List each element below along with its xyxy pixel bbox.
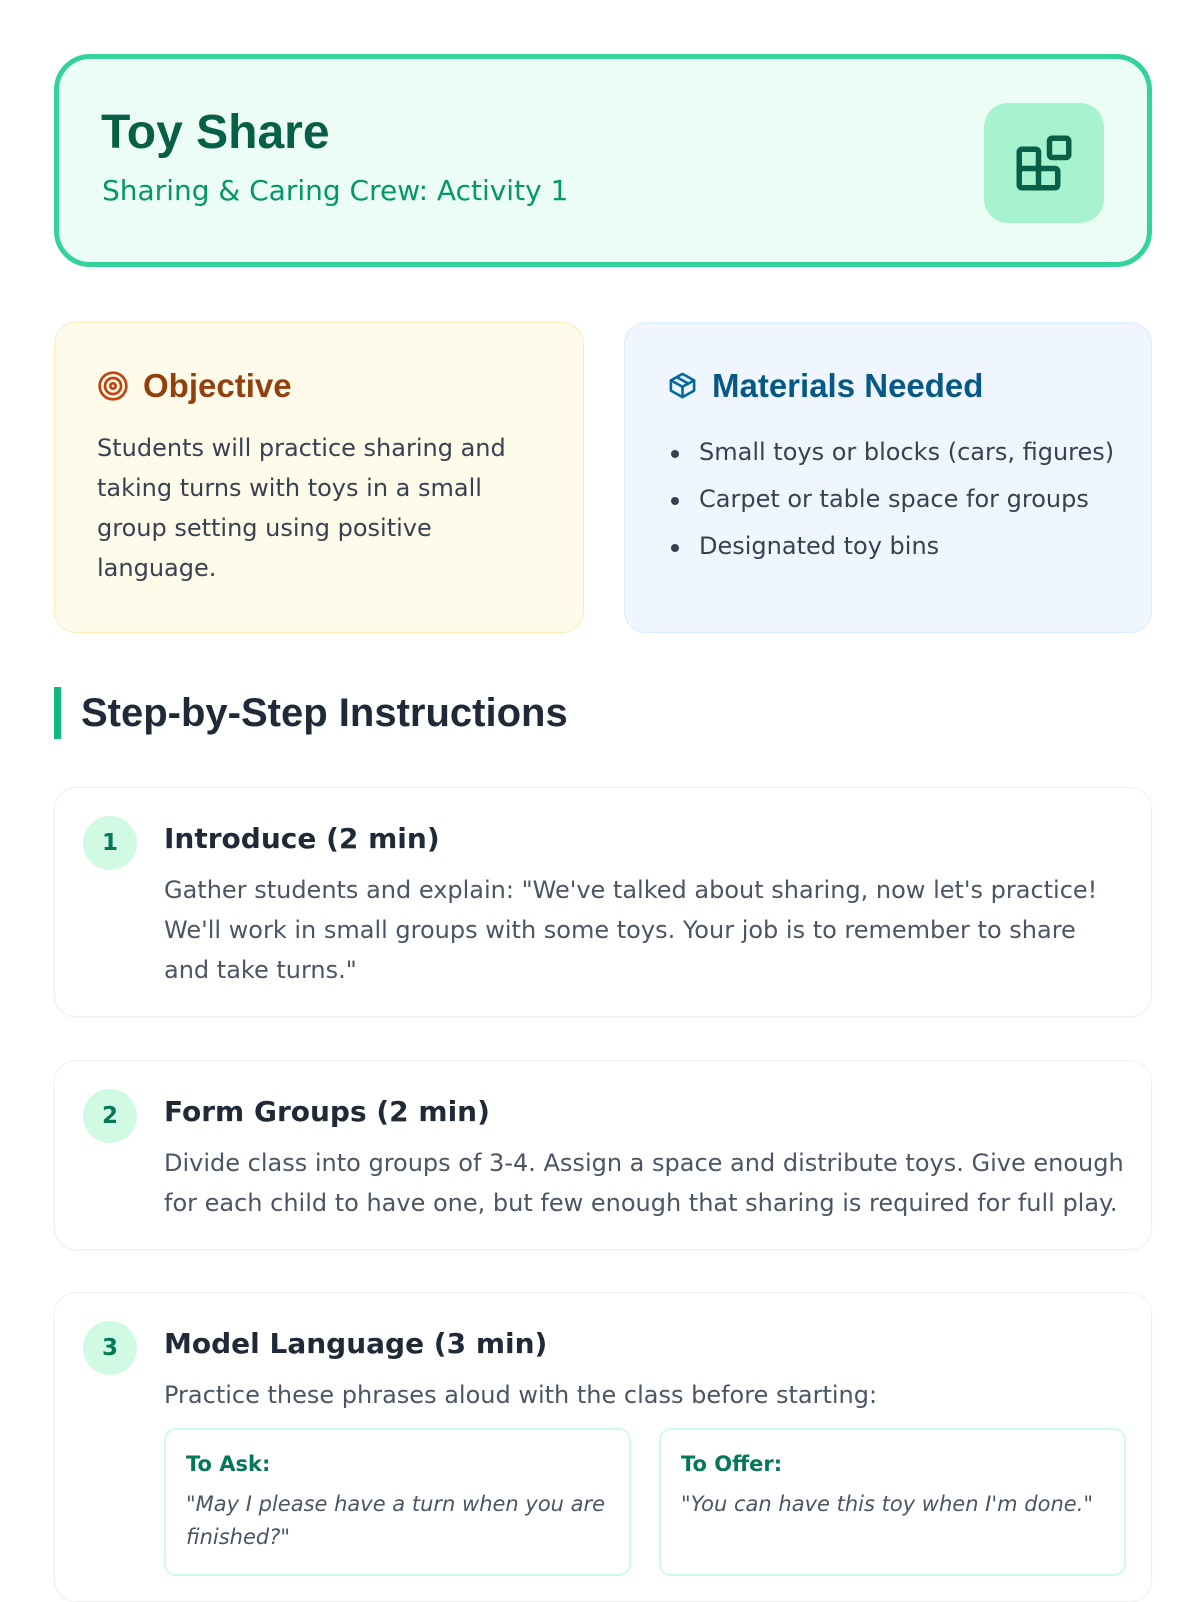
phrase-label: To Ask: (186, 1452, 271, 1476)
phrase-quote: "You can have this toy when I'm done." (681, 1492, 1094, 1516)
materials-list (667, 429, 1114, 570)
target-icon (97, 370, 129, 402)
materials-header (667, 369, 983, 402)
objective-header (97, 369, 292, 402)
step-description: Divide class into groups of 3-4. Assign a space and distribute toys. Give enough for each child to have one, but few enough that sharing is required for full play. (164, 1149, 1124, 1217)
list-item: Carpet or table space for groups (667, 476, 1114, 523)
header-icon-badge (984, 103, 1104, 223)
page-title: Toy Share (101, 106, 330, 159)
package-icon (667, 370, 698, 401)
blocks-icon (1011, 130, 1077, 196)
phrase-quote: "May I please have a turn when you are finished?" (186, 1492, 606, 1549)
step-number-badge: 3 (83, 1321, 137, 1375)
step-title: Form Groups (2 min) (164, 1095, 490, 1128)
step-number-badge: 2 (83, 1089, 137, 1143)
step-card-1 (54, 787, 1152, 1017)
step-description: Practice these phrases aloud with the class before starting: (164, 1381, 878, 1409)
step-number-badge: 1 (83, 816, 137, 870)
step-description: Gather students and explain: "We've talked about sharing, now let's practice! We'll work in small groups with some toys. Your job is to remember to share and take turns." (164, 876, 1098, 984)
list-item: Small toys or blocks (cars, figures) (667, 429, 1114, 476)
list-item: Designated toy bins (667, 523, 1114, 570)
instructions-section-header (54, 687, 568, 739)
phrase-label: To Offer: (681, 1452, 783, 1476)
section-title: Step-by-Step Instructions (81, 690, 568, 735)
activity-header (54, 54, 1152, 267)
phrase-box-ask (164, 1428, 631, 1576)
step-title: Model Language (3 min) (164, 1327, 548, 1360)
objective-heading: Objective (143, 367, 292, 404)
objective-card (54, 322, 584, 633)
materials-heading: Materials Needed (712, 367, 984, 404)
phrase-box-offer (659, 1428, 1126, 1576)
objective-text: Students will practice sharing and taking turns with toys in a small group setting using positive language. (97, 434, 506, 582)
page-subtitle: Sharing & Caring Crew: Activity 1 (102, 174, 569, 207)
step-card-2 (54, 1060, 1152, 1250)
step-card-3 (54, 1292, 1152, 1602)
materials-card (624, 322, 1152, 633)
step-title: Introduce (2 min) (164, 822, 440, 855)
